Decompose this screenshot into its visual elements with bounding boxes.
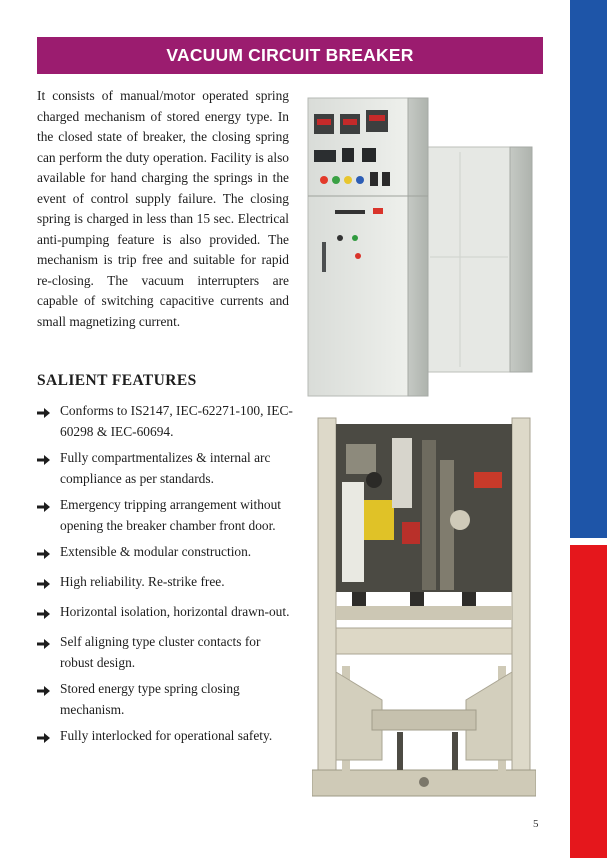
feature-item <box>37 678 295 720</box>
feature-item <box>37 541 295 566</box>
arrow-bullet-icon <box>37 678 60 703</box>
side-bar-blue <box>570 0 607 538</box>
arrow-bullet-icon <box>37 541 60 566</box>
feature-text: Conforms to IS2147, IEC-62271-100, IEC-60298 & IEC-60694. <box>60 403 293 439</box>
arrow-bullet-icon <box>37 447 60 472</box>
arrow-bullet-icon <box>37 494 60 519</box>
intro-paragraph: It consists of manual/motor operated spring charged mechanism of stored energy type. In the closed state of breaker, the closing spring can perform the duty operation. Facility is also available for hand charging the springs in the event of control supply failure. The closing spring is charged in less than 15 sec. Electrical anti-pumping feature is also provided. The mechanism is trip free and suitable for rapid re-closing. The vacuum interrupters are capable of switching capacitive currents and small magnetizing current. <box>37 88 289 329</box>
side-bar-red <box>570 545 607 858</box>
feature-item <box>37 494 295 536</box>
feature-text: Self aligning type cluster contacts for robust design. <box>60 634 261 670</box>
switchgear-panel-image <box>300 92 542 400</box>
feature-text: Fully interlocked for operational safety. <box>60 728 273 743</box>
arrow-bullet-icon <box>37 601 60 626</box>
feature-item <box>37 447 295 489</box>
arrow-bullet-icon <box>37 571 60 596</box>
breaker-truck-image <box>312 410 536 800</box>
feature-text: Horizontal isolation, horizontal drawn-out. <box>60 604 290 619</box>
feature-text: High reliability. Re-strike free. <box>60 574 225 589</box>
salient-features-heading: SALIENT FEATURES <box>37 372 197 389</box>
feature-text: Extensible & modular construction. <box>60 544 252 559</box>
arrow-bullet-icon <box>37 400 60 425</box>
feature-item <box>37 601 295 626</box>
arrow-bullet-icon <box>37 631 60 656</box>
feature-item <box>37 400 295 442</box>
salient-features-list <box>37 400 295 755</box>
feature-text: Fully compartmentalizes & internal arc compliance as per standards. <box>60 450 271 486</box>
feature-item <box>37 631 295 673</box>
feature-item <box>37 725 295 750</box>
arrow-bullet-icon <box>37 725 60 750</box>
page-title: VACUUM CIRCUIT BREAKER <box>37 37 543 74</box>
page-number: 5 <box>533 818 539 830</box>
feature-text: Stored energy type spring closing mechanism. <box>60 681 240 717</box>
feature-item <box>37 571 295 596</box>
feature-text: Emergency tripping arrangement without opening the breaker chamber front door. <box>60 497 282 533</box>
